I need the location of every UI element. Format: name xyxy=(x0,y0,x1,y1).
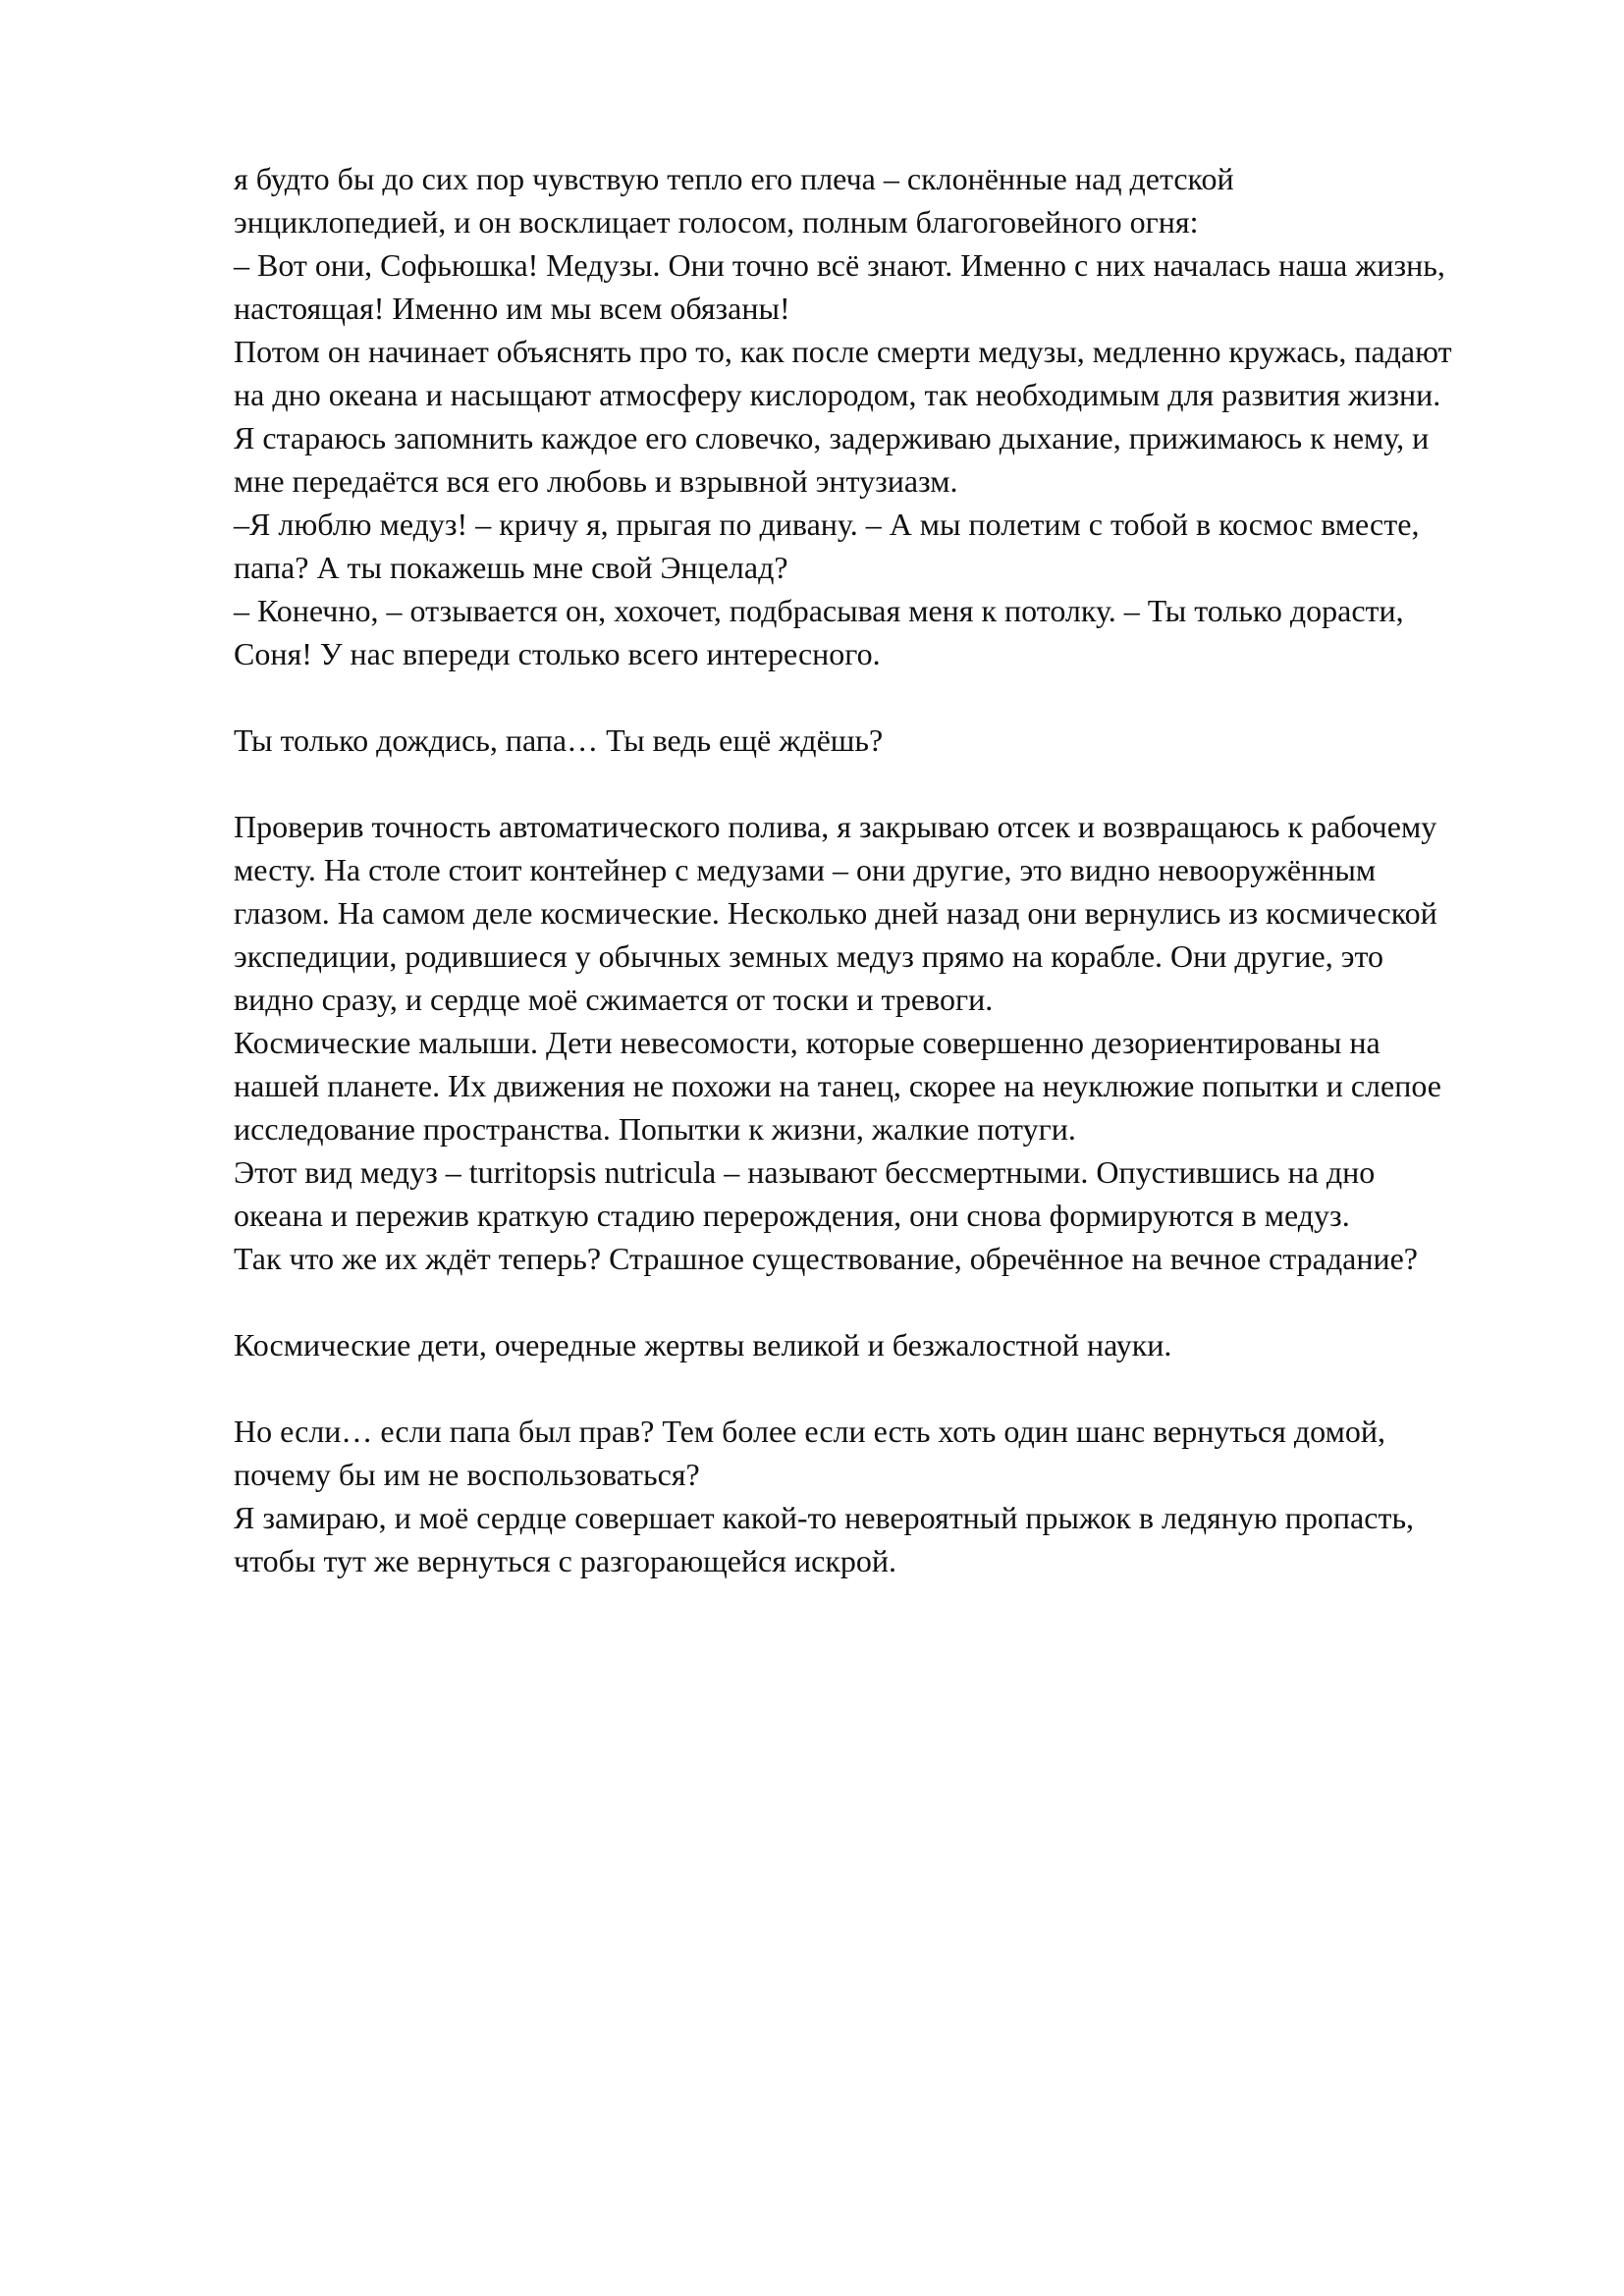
text-line: нашей планете. Их движения не похожи на танец, скорее на неуклюжие попытки и слепое xyxy=(234,1068,1441,1103)
text-line: Соня! У нас впереди столько всего интересного. xyxy=(234,636,881,671)
text-line: Этот вид медуз – turritopsis nutricula – называют бессмертными. Опустившись на дно xyxy=(234,1154,1376,1190)
text-line: Ты только дождись, папа… Ты ведь ещё ждёшь? xyxy=(234,722,884,758)
text-line: мне передаётся вся его любовь и взрывной энтузиазм. xyxy=(234,463,958,499)
paragraph-gap xyxy=(234,1366,1530,1410)
text-line: Космические малыши. Дети невесомости, которые совершенно дезориентированы на xyxy=(234,1025,1380,1060)
text-line: Космические дети, очередные жертвы великой и безжалостной науки. xyxy=(234,1327,1172,1362)
text-line: Я стараюсь запомнить каждое его словечко, задерживаю дыхание, прижимаюсь к нему, и xyxy=(234,420,1430,455)
paragraph-gap xyxy=(234,1280,1530,1323)
text-line: Так что же их ждёт теперь? Страшное существование, обречённое на вечное страдание? xyxy=(234,1241,1418,1276)
text-line: Но если… если папа был прав? Тем более если есть хоть один шанс вернуться домой, xyxy=(234,1414,1385,1449)
text-line: я будто бы до сих пор чувствую тепло его плеча – склонённые над детской xyxy=(234,161,1234,196)
document-body xyxy=(234,157,1530,1582)
text-line: папа? А ты покажешь мне свой Энцелад? xyxy=(234,550,788,585)
text-line: на дно океана и насыщают атмосферу кислородом, так необходимым для развития жизни. xyxy=(234,377,1441,412)
text-line: – Конечно, – отзывается он, хохочет, подбрасывая меня к потолку. – Ты только дорасти, xyxy=(234,593,1404,628)
text-line: исследование пространства. Попытки к жизни, жалкие потуги. xyxy=(234,1111,1076,1147)
text-line: чтобы тут же вернуться с разгорающейся искрой. xyxy=(234,1543,896,1578)
text-line: видно сразу, и сердце моё сжимается от тоски и тревоги. xyxy=(234,982,994,1017)
text-line: настоящая! Именно им мы всем обязаны! xyxy=(234,291,790,326)
paragraph-gap xyxy=(234,675,1530,719)
text-line: экспедиции, родившиеся у обычных земных медуз прямо на корабле. Они другие, это xyxy=(234,938,1383,974)
text-line: океана и пережив краткую стадию перерождения, они снова формируются в медуз. xyxy=(234,1198,1350,1233)
text-line: Я замираю, и моё сердце совершает какой-то невероятный прыжок в ледяную пропасть, xyxy=(234,1500,1415,1535)
text-line: глазом. На самом деле космические. Несколько дней назад они вернулись из космической xyxy=(234,895,1437,931)
paragraph-gap xyxy=(234,762,1530,805)
text-line: –Я люблю медуз! – кричу я, прыгая по дивану. – А мы полетим с тобой в космос вместе, xyxy=(234,507,1420,542)
text-line: Проверив точность автоматического полива, я закрываю отсек и возвращаюсь к рабочему xyxy=(234,809,1437,844)
text-line: энциклопедией, и он восклицает голосом, полным благоговейного огня: xyxy=(234,204,1199,240)
text-line: Потом он начинает объяснять про то, как после смерти медузы, медленно кружась, падают xyxy=(234,334,1452,369)
text-line: почему бы им не воспользоваться? xyxy=(234,1457,700,1492)
text-line: – Вот они, Софьюшка! Медузы. Они точно всё знают. Именно с них началась наша жизнь, xyxy=(234,247,1445,283)
text-line: месту. На столе стоит контейнер с медузами – они другие, это видно невооружённым xyxy=(234,852,1377,887)
